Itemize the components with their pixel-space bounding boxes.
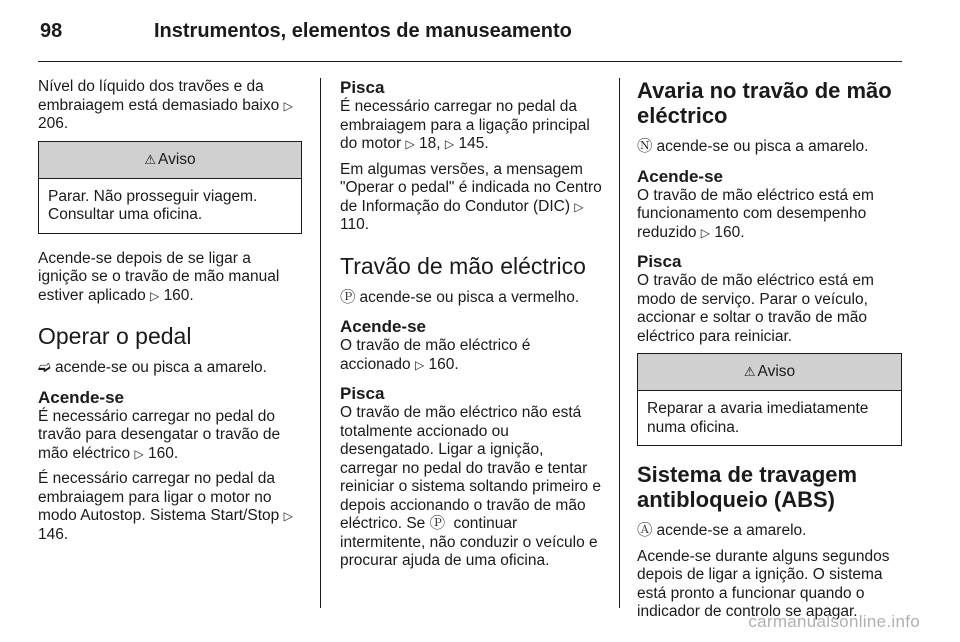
- column-divider: [320, 78, 321, 608]
- ref-arrow-icon: ▷: [444, 137, 455, 151]
- column-2: [340, 78, 604, 578]
- column-divider: [619, 78, 620, 608]
- paragraph: Acende-se depois de se ligar a ignição se o travão de mão manual estiver aplicado ▷ 160.: [38, 249, 280, 304]
- warning-header: ⚠ Aviso: [39, 142, 301, 179]
- brake-icon: Ⓝ: [637, 138, 653, 155]
- subsection-title: Acende-se: [637, 166, 723, 186]
- abs-icon: Ⓐ: [637, 522, 653, 539]
- ref-arrow-icon: ▷: [150, 288, 160, 303]
- ref-arrow-icon: ▷: [405, 137, 415, 151]
- paragraph: Em algumas versões, a mensagem "Operar o pedal" é indicada no Centro de Informação do Condutor (DIC) ▷ 110.: [340, 160, 602, 233]
- ref-arrow-icon: ▷: [414, 357, 425, 372]
- column-1: [38, 78, 302, 551]
- section-title: Travão de mão eléctrico: [340, 252, 586, 279]
- page-header: [36, 20, 924, 54]
- subsection-title: Pisca: [340, 78, 385, 97]
- paragraph: Ⓟ acende-se ou pisca a vermelho.: [340, 288, 580, 306]
- page-title: Instrumentos, elementos de manuseamento: [154, 20, 572, 42]
- paragraph: É necessário carregar no pedal do travão para desengatar o travão de mão eléctrico ▷ 160.: [38, 407, 281, 462]
- paragraph: Ⓝ acende-se ou pisca a amarelo.: [637, 138, 869, 155]
- ref-arrow-icon: ▷: [700, 225, 711, 240]
- brake-icon: Ⓟ: [429, 515, 446, 532]
- ref-arrow-icon: ▷: [283, 98, 293, 113]
- paragraph: O travão de mão eléctrico não está totalmente accionado ou desengatado. Ligar a ignição, carregar no pedal do travão e tentar reiniciar o sistema soltando primeiro e depois accionando o travão de mão eléctrico. Se Ⓟ continuar intermitente, não conduzir o veículo e procurar ajuda de uma oficina.: [340, 404, 602, 569]
- ref-arrow-icon: ▷: [134, 446, 144, 461]
- warning-box: [637, 353, 902, 446]
- subsection-title: Acende-se: [38, 387, 124, 407]
- page-number: 98: [40, 20, 63, 42]
- warning-header: ⚠ Aviso: [638, 354, 901, 391]
- brake-icon: Ⓟ: [340, 288, 356, 306]
- section-title: Operar o pedal: [38, 323, 192, 349]
- column-3: [637, 78, 902, 629]
- paragraph: ➫ acende-se ou pisca a amarelo.: [38, 359, 267, 376]
- paragraph: O travão de mão eléctrico é accionado ▷ 160.: [340, 337, 531, 373]
- paragraph: Nível do líquido dos travões e da embraiagem está demasiado baixo ▷ 206.: [38, 78, 293, 132]
- subsection-title: Acende-se: [340, 317, 426, 336]
- paragraph: O travão de mão eléctrico está em modo de serviço. Parar o veículo, accionar e soltar o travão de mão eléctrico para reiniciar.: [637, 272, 874, 345]
- paragraph: Ⓐ acende-se a amarelo.: [637, 522, 807, 539]
- section-title: Sistema de travagem antibloqueio (ABS): [637, 462, 858, 512]
- warning-triangle-icon: ⚠: [743, 364, 756, 379]
- watermark: carmanualsonline.info: [748, 612, 920, 631]
- ref-arrow-icon: ▷: [574, 199, 584, 214]
- pedal-icon: ➫: [38, 359, 51, 376]
- section-title: Avaria no travão de mão eléctrico: [637, 78, 892, 128]
- header-rule: [38, 61, 902, 62]
- ref-arrow-icon: ▷: [283, 509, 293, 523]
- warning-box: [38, 141, 302, 234]
- subsection-title: Pisca: [637, 252, 682, 271]
- warning-body: Reparar a avaria imediatamente numa oficina.: [647, 400, 869, 436]
- warning-body: Parar. Não prosseguir viagem. Consultar uma oficina.: [48, 187, 258, 223]
- warning-triangle-icon: ⚠: [144, 151, 157, 167]
- paragraph: É necessário carregar no pedal da embraiagem para ligar o motor no modo Autostop. Sistema Start/Stop ▷ 146.: [38, 470, 293, 543]
- subsection-title: Pisca: [340, 384, 385, 403]
- paragraph: Acende-se durante alguns segundos depois de ligar a ignição. O sistema está pronto a funcionar quando o indicador de controlo se apagar.: [637, 547, 890, 620]
- paragraph: É necessário carregar no pedal da embraiagem para a ligação principal do motor ▷ 18, ▷ 145.: [340, 98, 590, 152]
- paragraph: O travão de mão eléctrico está em funcionamento com desempenho reduzido ▷ 160.: [637, 186, 874, 241]
